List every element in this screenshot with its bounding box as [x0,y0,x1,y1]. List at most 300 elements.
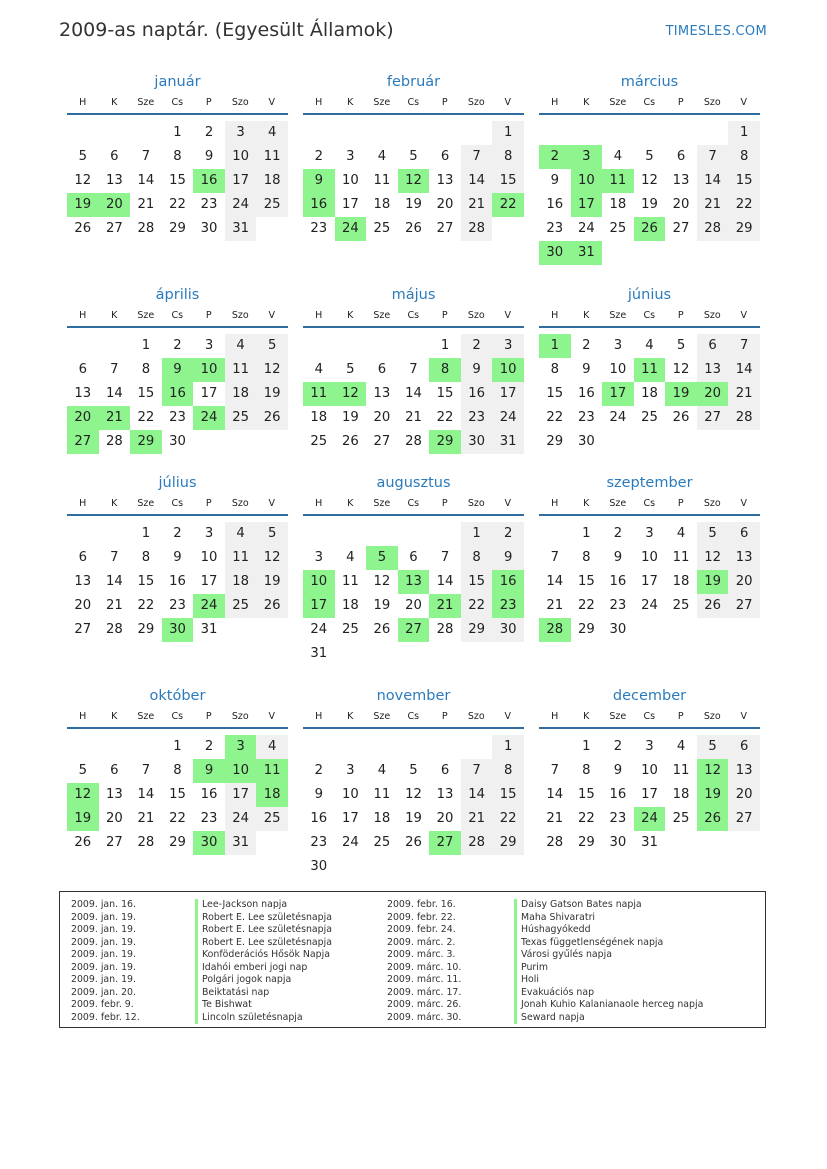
day[interactable]: 16 [577,386,595,401]
holiday-day[interactable]: 19 [697,783,729,807]
day[interactable]: 13 [436,173,454,188]
holiday-day[interactable]: 19 [665,382,697,406]
day[interactable]: 11 [672,550,690,565]
day[interactable]: 2 [173,526,182,541]
holiday-day[interactable]: 26 [697,807,729,831]
day[interactable]: 7 [728,334,760,358]
day[interactable]: 1 [582,739,591,754]
holiday-day[interactable]: 9 [193,759,225,783]
holiday-day[interactable]: 18 [256,783,288,807]
month-name[interactable]: január [154,74,201,90]
day[interactable]: 27 [728,807,760,831]
holiday-day[interactable]: 11 [303,382,335,406]
day[interactable]: 10 [200,550,218,565]
day[interactable]: 17 [641,787,658,802]
holiday-day[interactable]: 20 [697,382,729,406]
day[interactable]: 29 [169,221,186,236]
day[interactable]: 28 [137,221,155,236]
day[interactable]: 19 [341,410,359,425]
day[interactable]: 13 [728,759,760,783]
day[interactable]: 5 [346,362,355,377]
month-name[interactable]: szeptember [606,475,693,491]
day[interactable]: 29 [137,622,155,637]
day[interactable]: 4 [256,121,288,145]
day[interactable]: 7 [409,362,418,377]
day[interactable]: 25 [225,406,257,430]
day[interactable]: 21 [137,197,155,212]
day[interactable]: 27 [697,406,729,430]
holiday-day[interactable]: 21 [429,594,461,618]
day[interactable]: 18 [256,169,288,193]
day[interactable]: 7 [697,145,729,169]
holiday-name[interactable]: Maha Shivaratri [514,912,703,925]
holiday-day[interactable]: 1 [539,334,571,358]
day[interactable]: 23 [200,197,218,212]
day[interactable]: 3 [645,739,654,754]
day[interactable]: 9 [613,550,623,565]
day[interactable]: 15 [492,783,524,807]
day[interactable]: 28 [105,434,123,449]
day[interactable]: 1 [173,739,182,754]
day[interactable]: 31 [641,835,658,850]
day[interactable]: 15 [461,570,493,594]
day[interactable]: 10 [641,763,658,778]
holiday-day[interactable]: 21 [99,406,131,430]
day[interactable]: 14 [697,169,729,193]
holiday-day[interactable]: 30 [193,831,225,855]
day[interactable]: 11 [225,358,257,382]
day[interactable]: 1 [728,121,760,145]
day[interactable]: 22 [169,811,186,826]
day[interactable]: 4 [676,526,686,541]
holiday-day[interactable]: 20 [99,193,131,217]
day[interactable]: 6 [78,550,87,565]
day[interactable]: 1 [440,338,450,353]
day[interactable]: 2 [582,338,591,353]
day[interactable]: 31 [310,646,328,661]
day[interactable]: 19 [405,197,422,212]
day[interactable]: 10 [225,145,257,169]
day[interactable]: 18 [609,197,627,212]
holiday-name[interactable]: Robert E. Lee születésnapja [195,912,332,925]
day[interactable]: 12 [697,546,729,570]
day[interactable]: 11 [341,574,359,589]
holiday-day[interactable]: 17 [602,382,634,406]
day[interactable]: 18 [672,787,690,802]
day[interactable]: 28 [405,434,422,449]
day[interactable]: 12 [641,173,658,188]
day[interactable]: 1 [492,121,524,145]
day[interactable]: 13 [672,173,690,188]
holiday-day[interactable]: 19 [67,807,99,831]
day[interactable]: 9 [550,173,559,188]
day[interactable]: 2 [314,149,323,164]
day[interactable]: 29 [492,831,524,855]
holiday-day[interactable]: 11 [602,169,634,193]
day[interactable]: 22 [137,410,155,425]
day[interactable]: 1 [173,125,182,140]
day[interactable]: 13 [105,787,123,802]
day[interactable]: 2 [314,763,323,778]
day[interactable]: 28 [728,406,760,430]
day[interactable]: 22 [436,410,454,425]
day[interactable]: 21 [546,598,564,613]
holiday-day[interactable]: 10 [193,358,225,382]
day[interactable]: 27 [672,221,690,236]
day[interactable]: 6 [697,334,729,358]
day[interactable]: 21 [461,807,493,831]
holiday-name[interactable]: Evakuációs nap [514,987,703,1000]
day[interactable]: 22 [137,598,155,613]
day[interactable]: 17 [641,574,658,589]
day[interactable]: 11 [256,145,288,169]
day[interactable]: 3 [492,334,524,358]
day[interactable]: 25 [373,835,391,850]
day[interactable]: 2 [461,334,493,358]
day[interactable]: 19 [373,598,391,613]
day[interactable]: 16 [169,574,186,589]
day[interactable]: 26 [341,434,359,449]
day[interactable]: 31 [225,217,257,241]
holiday-name[interactable]: Húshagyókedd [514,924,703,937]
day[interactable]: 17 [341,811,359,826]
day[interactable]: 25 [672,811,690,826]
day[interactable]: 8 [461,546,493,570]
day[interactable]: 3 [645,526,654,541]
day[interactable]: 23 [609,811,627,826]
day[interactable]: 19 [256,382,288,406]
day[interactable]: 8 [492,145,524,169]
day[interactable]: 23 [609,598,627,613]
holiday-name[interactable]: Jonah Kuhio Kalanianaole herceg napja [514,999,703,1012]
day[interactable]: 21 [728,382,760,406]
day[interactable]: 16 [200,787,218,802]
site-logo[interactable]: TIMESLES.COM [665,24,767,39]
day[interactable]: 6 [110,763,119,778]
day[interactable]: 2 [204,125,214,140]
day[interactable]: 19 [256,570,288,594]
day[interactable]: 28 [461,831,493,855]
day[interactable]: 9 [314,787,323,802]
day[interactable]: 14 [436,574,454,589]
day[interactable]: 5 [697,522,729,546]
day[interactable]: 23 [310,221,328,236]
day[interactable]: 14 [546,787,564,802]
day[interactable]: 29 [169,835,186,850]
day[interactable]: 8 [492,759,524,783]
day[interactable]: 12 [256,546,288,570]
day[interactable]: 22 [169,197,186,212]
day[interactable]: 17 [341,197,359,212]
day[interactable]: 5 [78,763,87,778]
holiday-day[interactable]: 23 [492,594,524,618]
day[interactable]: 23 [200,811,218,826]
day[interactable]: 12 [405,787,422,802]
day[interactable]: 4 [256,735,288,759]
day[interactable]: 9 [492,546,524,570]
day[interactable]: 16 [461,382,493,406]
month-name[interactable]: június [627,287,672,303]
day[interactable]: 3 [204,338,214,353]
holiday-day[interactable]: 10 [571,169,603,193]
day[interactable]: 14 [137,173,155,188]
day[interactable]: 15 [577,574,595,589]
day[interactable]: 8 [173,149,182,164]
day[interactable]: 18 [373,197,391,212]
day[interactable]: 2 [613,526,623,541]
day[interactable]: 21 [405,410,422,425]
day[interactable]: 24 [341,835,359,850]
day[interactable]: 26 [74,835,92,850]
day[interactable]: 22 [461,594,493,618]
day[interactable]: 25 [672,598,690,613]
day[interactable]: 29 [546,434,564,449]
day[interactable]: 28 [137,835,155,850]
day[interactable]: 6 [110,149,119,164]
day[interactable]: 21 [105,598,123,613]
day[interactable]: 21 [546,811,564,826]
day[interactable]: 4 [613,149,623,164]
day[interactable]: 16 [609,574,627,589]
holiday-name[interactable]: Polgári jogok napja [195,974,332,987]
day[interactable]: 24 [577,221,595,236]
day[interactable]: 7 [550,550,559,565]
day[interactable]: 6 [440,149,450,164]
day[interactable]: 12 [256,358,288,382]
day[interactable]: 27 [728,594,760,618]
day[interactable]: 18 [310,410,328,425]
day[interactable]: 14 [405,386,422,401]
day[interactable]: 12 [373,574,391,589]
day[interactable]: 4 [676,739,686,754]
holiday-day[interactable]: 30 [539,241,571,265]
holiday-day[interactable]: 30 [162,618,194,642]
day[interactable]: 29 [461,618,493,642]
day[interactable]: 27 [74,622,92,637]
day[interactable]: 25 [310,434,328,449]
holiday-name[interactable]: Robert E. Lee születésnapja [195,924,332,937]
day[interactable]: 23 [169,598,186,613]
day[interactable]: 14 [137,787,155,802]
day[interactable]: 4 [377,149,387,164]
day[interactable]: 22 [577,598,595,613]
day[interactable]: 24 [609,410,627,425]
day[interactable]: 15 [492,169,524,193]
holiday-name[interactable]: Robert E. Lee születésnapja [195,937,332,950]
day[interactable]: 21 [461,193,493,217]
day[interactable]: 2 [173,338,182,353]
day[interactable]: 27 [105,221,123,236]
day[interactable]: 1 [582,526,591,541]
day[interactable]: 18 [641,386,658,401]
holiday-day[interactable]: 9 [303,169,335,193]
holiday-day[interactable]: 16 [303,193,335,217]
day[interactable]: 25 [641,410,658,425]
day[interactable]: 23 [169,410,186,425]
day[interactable]: 21 [697,193,729,217]
day[interactable]: 26 [672,410,690,425]
holiday-day[interactable]: 19 [67,193,99,217]
day[interactable]: 26 [697,594,729,618]
day[interactable]: 28 [546,835,564,850]
day[interactable]: 26 [405,221,422,236]
day[interactable]: 9 [173,550,182,565]
day[interactable]: 5 [645,149,654,164]
day[interactable]: 6 [728,735,760,759]
day[interactable]: 27 [373,434,391,449]
day[interactable]: 4 [225,522,257,546]
month-name[interactable]: augusztus [376,475,451,491]
holiday-day[interactable]: 20 [67,406,99,430]
day[interactable]: 24 [225,193,257,217]
day[interactable]: 5 [78,149,87,164]
day[interactable]: 18 [225,570,257,594]
holiday-name[interactable]: Purim [514,962,703,975]
day[interactable]: 3 [346,149,355,164]
day[interactable]: 6 [78,362,87,377]
day[interactable]: 16 [546,197,564,212]
day[interactable]: 30 [310,859,328,874]
day[interactable]: 3 [346,763,355,778]
day[interactable]: 17 [492,382,524,406]
day[interactable]: 11 [373,787,391,802]
holiday-day[interactable]: 31 [571,241,603,265]
day[interactable]: 8 [550,362,559,377]
holiday-day[interactable]: 29 [130,430,162,454]
day[interactable]: 14 [728,358,760,382]
day[interactable]: 24 [225,807,257,831]
day[interactable]: 7 [550,763,559,778]
day[interactable]: 20 [436,811,454,826]
day[interactable]: 26 [74,221,92,236]
holiday-name[interactable]: Beiktatási nap [195,987,332,1000]
day[interactable]: 20 [436,197,454,212]
holiday-day[interactable]: 16 [162,382,194,406]
day[interactable]: 25 [256,193,288,217]
holiday-day[interactable]: 22 [492,193,524,217]
day[interactable]: 22 [492,807,524,831]
holiday-day[interactable]: 16 [492,570,524,594]
day[interactable]: 20 [672,197,690,212]
day[interactable]: 13 [373,386,391,401]
day[interactable]: 25 [341,622,359,637]
day[interactable]: 26 [256,406,288,430]
day[interactable]: 18 [225,382,257,406]
day[interactable]: 15 [169,787,186,802]
day[interactable]: 22 [577,811,595,826]
day[interactable]: 23 [546,221,564,236]
day[interactable]: 5 [256,522,288,546]
holiday-day[interactable]: 2 [539,145,571,169]
holiday-name[interactable]: Lee-Jackson napja [195,899,332,912]
holiday-day[interactable]: 24 [335,217,367,241]
month-name[interactable]: július [158,475,197,491]
day[interactable]: 7 [141,149,151,164]
holiday-day[interactable]: 28 [539,618,571,642]
day[interactable]: 23 [577,410,595,425]
day[interactable]: 29 [728,217,760,241]
month-name[interactable]: december [612,688,687,704]
day[interactable]: 3 [204,526,214,541]
holiday-day[interactable]: 12 [398,169,430,193]
holiday-name[interactable]: Holi [514,974,703,987]
day[interactable]: 24 [492,406,524,430]
holiday-day[interactable]: 9 [162,358,194,382]
day[interactable]: 3 [225,121,257,145]
day[interactable]: 17 [225,169,257,193]
holiday-name[interactable]: Városi gyűlés napja [514,949,703,962]
holiday-day[interactable]: 3 [225,735,257,759]
day[interactable]: 8 [582,550,591,565]
holiday-day[interactable]: 24 [193,406,225,430]
day[interactable]: 4 [645,338,654,353]
day[interactable]: 3 [314,550,323,565]
day[interactable]: 17 [225,783,257,807]
day[interactable]: 5 [697,735,729,759]
day[interactable]: 27 [436,221,454,236]
day[interactable]: 14 [461,169,493,193]
day[interactable]: 17 [200,386,218,401]
day[interactable]: 30 [577,434,595,449]
day[interactable]: 8 [728,145,760,169]
day[interactable]: 21 [137,811,155,826]
holiday-day[interactable]: 12 [67,783,99,807]
holiday-day[interactable]: 27 [429,831,461,855]
day[interactable]: 14 [105,574,123,589]
holiday-name[interactable]: Te Bishwat [195,999,332,1012]
day[interactable]: 18 [373,811,391,826]
day[interactable]: 8 [141,550,151,565]
day[interactable]: 28 [436,622,454,637]
day[interactable]: 30 [609,835,627,850]
day[interactable]: 19 [641,197,658,212]
day[interactable]: 16 [609,787,627,802]
holiday-day[interactable]: 10 [225,759,257,783]
day[interactable]: 31 [225,831,257,855]
day[interactable]: 15 [728,169,760,193]
day[interactable]: 2 [492,522,524,546]
day[interactable]: 13 [728,546,760,570]
day[interactable]: 6 [676,149,686,164]
day[interactable]: 8 [582,763,591,778]
holiday-day[interactable]: 12 [335,382,367,406]
day[interactable]: 20 [728,570,760,594]
day[interactable]: 20 [373,410,391,425]
day[interactable]: 15 [436,386,454,401]
day[interactable]: 9 [204,149,214,164]
day[interactable]: 6 [440,763,450,778]
day[interactable]: 15 [137,386,155,401]
day[interactable]: 8 [141,362,151,377]
day[interactable]: 29 [577,835,595,850]
day[interactable]: 18 [341,598,359,613]
day[interactable]: 16 [310,811,328,826]
day[interactable]: 23 [461,406,493,430]
day[interactable]: 14 [461,783,493,807]
day[interactable]: 5 [409,149,418,164]
day[interactable]: 11 [373,173,391,188]
day[interactable]: 10 [341,787,359,802]
holiday-day[interactable]: 8 [429,358,461,382]
holiday-name[interactable]: Texas függetlenségének napja [514,937,703,950]
holiday-day[interactable]: 10 [492,358,524,382]
day[interactable]: 6 [377,362,387,377]
day[interactable]: 13 [74,574,92,589]
day[interactable]: 6 [728,522,760,546]
month-name[interactable]: május [391,287,436,303]
day[interactable]: 4 [377,763,387,778]
holiday-day[interactable]: 3 [571,145,603,169]
